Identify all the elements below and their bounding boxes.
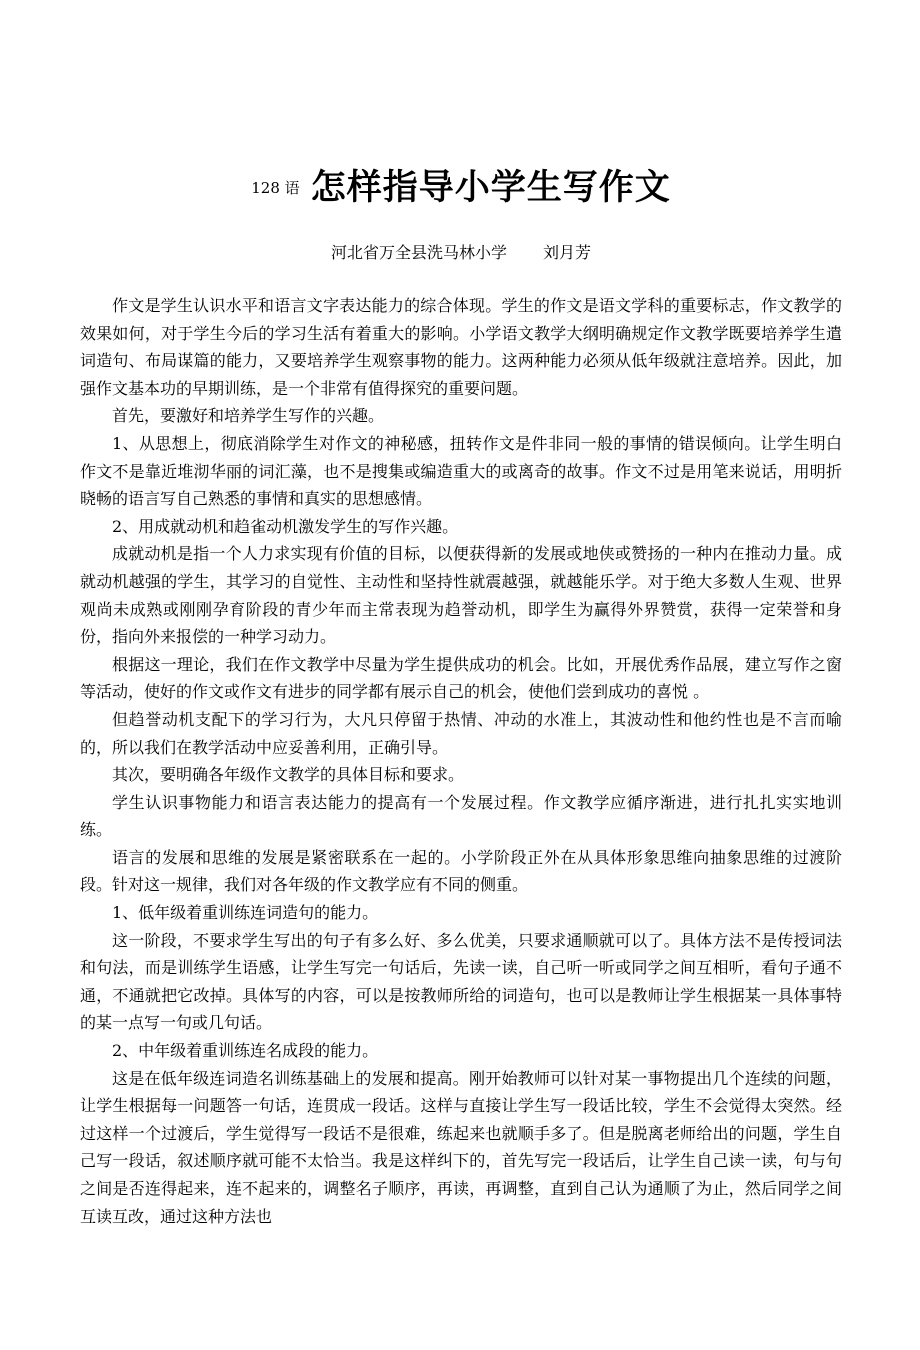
page-title: 怎样指导小学生写作文 bbox=[310, 168, 671, 208]
paragraph: 1、低年级着重训练连词造句的能力。 bbox=[112, 903, 379, 923]
article-body bbox=[80, 292, 842, 1230]
school-name: 河北省万全县洗马林小学 bbox=[330, 243, 507, 262]
paragraph: 2、中年级着重训练连名成段的能力。 bbox=[112, 1041, 379, 1061]
paragraph: 这一阶段，不要求学生写出的句子有多么好、多么优美，只要求通顺就可以了。具体方法不是传授词法和句法，而是训练学生语感，让学生写完一句话后，先读一读，自己听一听或同学之间互相听，看句子通不通，不通就把它改掉。具体写的内容，可以是按教师所给的词造句，也可以是教师让学生根据某一具体事特的某一点写一句或几句话。 bbox=[80, 930, 842, 1033]
author-name: 刘月芳 bbox=[543, 243, 592, 262]
paragraph: 1、从思想上，彻底消除学生对作文的神秘感，扭转作文是件非同一般的事情的错误倾向。让学生明白作文不是靠近堆沏华丽的词汇藻，也不是搜集或编造重大的或离奇的故事。作文不过是用笔来说话，用明折晓畅的语言写自己熟悉的事情和真实的思想感情。 bbox=[80, 433, 842, 509]
paragraph: 这是在低年级连词造名训练基础上的发展和提高。刚开始教师可以针对某一事物提出几个连续的问题，让学生根据每一问题答一句话，连贯成一段话。这样与直接让学生写一段话比较，学生不会觉得太突然。经过这样一个过渡后，学生觉得写一段话不是很难，练起来也就顺手多了。但是脱离老师给出的问题，学生自己写一段话，叙述顺序就可能不太恰当。我是这样纠下的，首先写完一段话后，让学生自己读一读，句与句之间是否连得起来，连不起来的，调整名子顺序，再读，再调整，直到自己认为通顺了为止，然后同学之间互读互改，通过这种方法也 bbox=[80, 1068, 842, 1226]
paragraph: 根据这一理论，我们在作文教学中尽量为学生提供成功的机会。比如，开展优秀作品展，建立写作之窗等活动，使好的作文或作文有进步的同学都有展示自己的机会，使他们尝到成功的喜悦 。 bbox=[80, 654, 842, 702]
paragraph: 但趋誉动机支配下的学习行为，大凡只停留于热情、冲动的水准上，其波动性和他约性也是不言而喻的，所以我们在教学活动中应妥善利用，正确引导。 bbox=[80, 709, 842, 757]
title-row bbox=[80, 160, 842, 210]
byline bbox=[80, 240, 842, 263]
title-prefix: 128 语 bbox=[251, 179, 300, 197]
paragraph: 其次，要明确各年级作文教学的具体目标和要求。 bbox=[112, 765, 465, 785]
paragraph: 2、用成就动机和趋雀动机激发学生的写作兴趣。 bbox=[112, 516, 459, 536]
paragraph: 作文是学生认识水平和语言文字表达能力的综合体现。学生的作文是语文学科的重要标志，作文教学的效果如何，对于学生今后的学习生活有着重大的影响。小学语文教学大纲明确规定作文教学既要培养学生遣词造句、布局谋篇的能力，又要培养学生观察事物的能力。这两种能力必须从低年级就注意培养。因此，加强作文基本功的早期训练，是一个非常有值得探究的重要问题。 bbox=[80, 296, 842, 398]
paragraph: 首先，要激好和培养学生写作的兴趣。 bbox=[112, 406, 385, 426]
paragraph: 成就动机是指一个人力求实现有价值的目标，以便获得新的发展或地侠或赞扬的一种内在推动力量。成就动机越强的学生，其学习的自觉性、主动性和坚持性就震越强，就越能乐学。对于绝大多数人生观、世界观尚未成熟或刚刚孕育阶段的青少年而主常表现为趋誉动机，即学生为赢得外界赞赏，获得一定荣誉和身份，指向外来报偿的一种学习动力。 bbox=[80, 544, 842, 647]
paragraph: 语言的发展和思维的发展是紧密联系在一起的。小学阶段正外在从具体形象思维向抽象思维的过渡阶段。针对这一规律，我们对各年级的作文教学应有不同的侧重。 bbox=[80, 847, 842, 895]
paragraph: 学生认识事物能力和语言表达能力的提高有一个发展过程。作文教学应循序渐进，进行扎扎实实地训练。 bbox=[80, 792, 842, 840]
